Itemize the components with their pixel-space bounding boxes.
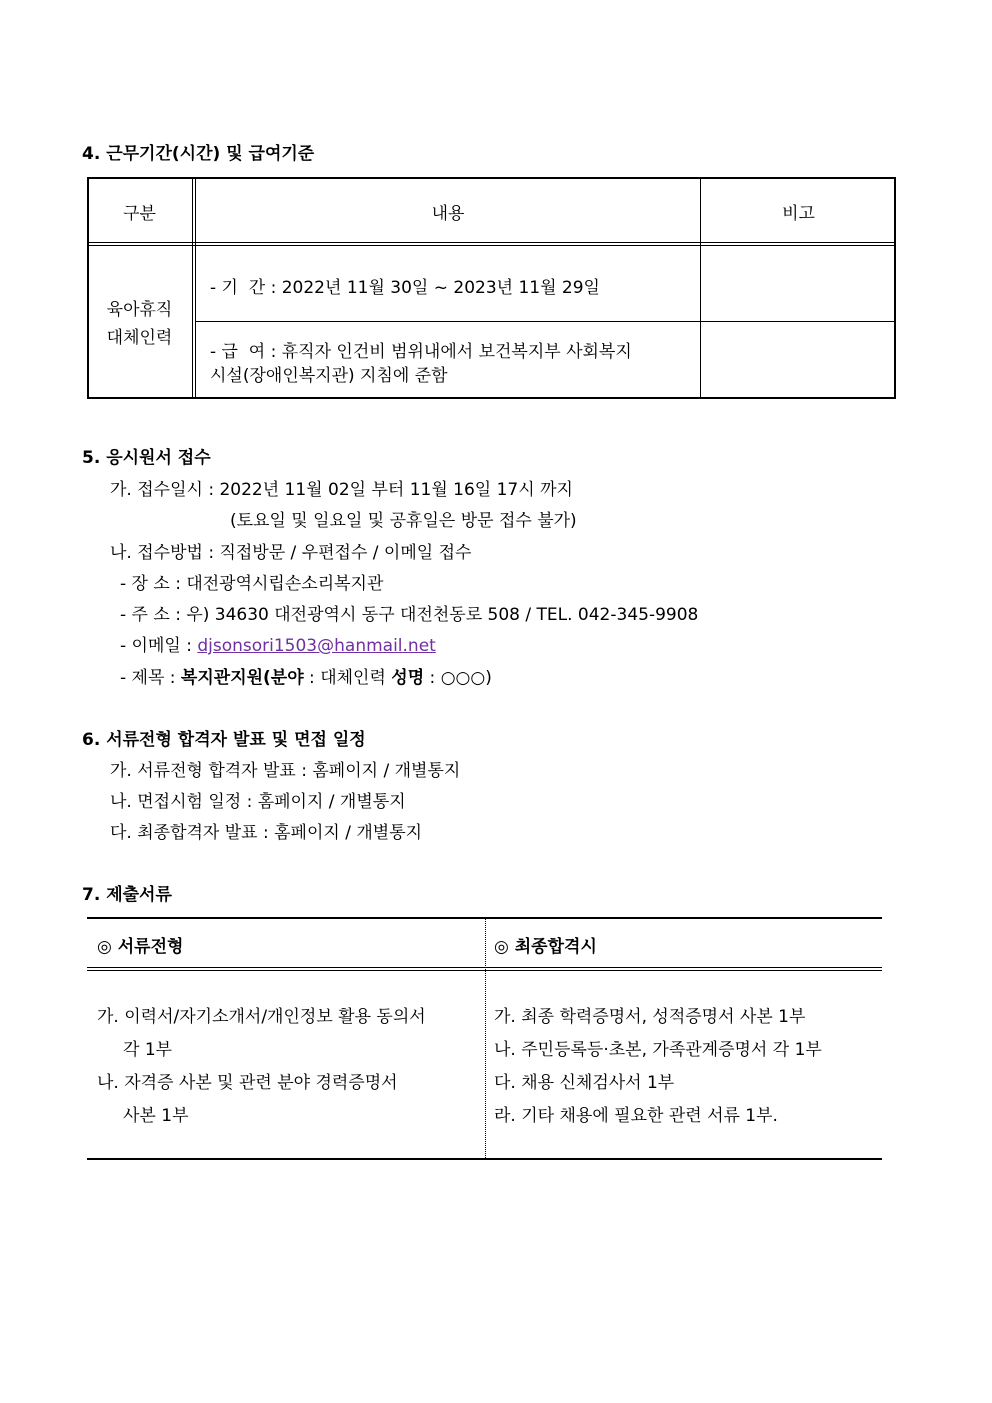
- screening-doc: 나. 자격증 사본 및 관련 분야 경력증명서: [97, 1073, 398, 1093]
- subject-label: - 제목 :: [120, 668, 181, 688]
- header-divider: [87, 245, 896, 246]
- documents-table: [87, 917, 882, 1160]
- screening-doc: 가. 이력서/자기소개서/개인정보 활용 동의서: [97, 1007, 426, 1027]
- final-pass-header: ◎ 최종합격시: [494, 937, 597, 957]
- table-bottom-border: [87, 1158, 882, 1160]
- receipt-address: - 주 소 : 우) 34630 대전광역시 동구 대전천동로 508 / TEL. 042-345-9908: [120, 605, 699, 625]
- final-doc: 가. 최종 학력증명서, 성적증명서 사본 1부: [494, 1007, 806, 1027]
- receipt-period: 가. 접수일시 : 2022년 11월 02일 부터 11월 16일 17시 까지: [110, 480, 573, 500]
- col-divider: [192, 177, 193, 399]
- receipt-place: - 장 소 : 대전광역시립손소리복지관: [120, 574, 384, 594]
- category-line-1: 육아휴직: [106, 300, 173, 320]
- schedule-item: 나. 면접시험 일정 : 홈페이지 / 개별통지: [110, 792, 406, 812]
- period-row: - 기 간 : 2022년 11월 30일 ~ 2023년 11월 29일: [210, 278, 600, 298]
- header-divider: [87, 242, 896, 243]
- final-doc: 라. 기타 채용에 필요한 관련 서류 1부.: [494, 1106, 778, 1126]
- category-line-2: 대체인력: [106, 328, 173, 348]
- salary-row-line-1: - 급 여 : 휴직자 인건비 범위내에서 보건복지부 사회복지: [210, 342, 632, 362]
- receipt-method: 나. 접수방법 : 직접방문 / 우편접수 / 이메일 접수: [110, 543, 472, 563]
- work-period-table: [87, 177, 896, 399]
- email-label: - 이메일 :: [120, 636, 198, 656]
- email-subject: [120, 663, 492, 688]
- receipt-note: (토요일 및 일요일 및 공휴일은 방문 접수 불가): [230, 511, 577, 531]
- subject-part-3: 성명: [391, 668, 425, 688]
- schedule-item: 가. 서류전형 합격자 발표 : 홈페이지 / 개별통지: [110, 761, 461, 781]
- header-content: 내용: [431, 204, 465, 224]
- section-4-heading: 4. 근무기간(시간) 및 급여기준: [82, 144, 315, 164]
- email-link[interactable]: djsonsori1503@hanmail.net: [197, 636, 436, 656]
- header-remarks: 비고: [782, 204, 815, 224]
- subject-part-1: 복지관지원(분야: [180, 668, 304, 688]
- receipt-email: [120, 631, 436, 656]
- salary-row-line-2: 시설(장애인복지관) 지침에 준함: [210, 366, 448, 386]
- screening-doc: 사본 1부: [123, 1106, 189, 1126]
- subject-part-4: : ○○○): [424, 668, 492, 688]
- schedule-item: 다. 최종합격자 발표 : 홈페이지 / 개별통지: [110, 823, 423, 843]
- header-category: 구분: [123, 204, 156, 224]
- subject-part-2: : 대체인력: [303, 668, 392, 688]
- section-6-heading: 6. 서류전형 합격자 발표 및 면접 일정: [82, 730, 366, 750]
- row-divider: [195, 321, 896, 322]
- final-doc: 다. 채용 신체검사서 1부: [494, 1073, 675, 1093]
- screening-doc: 각 1부: [123, 1040, 173, 1060]
- screening-header: ◎ 서류전형: [97, 937, 184, 957]
- section-7-heading: 7. 제출서류: [82, 885, 172, 905]
- col-divider: [485, 919, 486, 1158]
- final-doc: 나. 주민등록등·초본, 가족관계증명서 각 1부: [494, 1040, 822, 1060]
- section-5-heading: 5. 응시원서 접수: [82, 448, 211, 468]
